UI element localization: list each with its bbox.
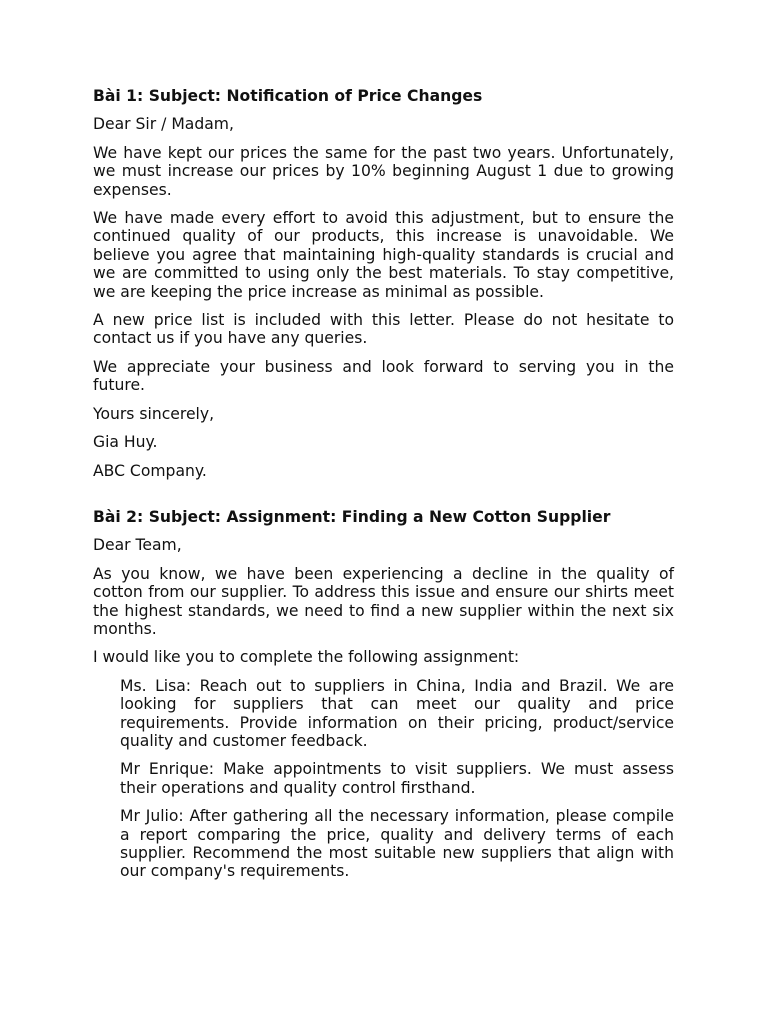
letter1-signature-name: Gia Huy.	[93, 433, 158, 452]
document-page	[93, 87, 674, 891]
letter2-intro: As you know, we have been experiencing a decline in the quality of cotton from our supplier. To address this issue and ensure our shirts meet the highest standards, we need to find a new supplier within the next six months.	[93, 564, 674, 638]
letter1-signature-company: ABC Company.	[93, 461, 207, 480]
letter1-paragraph-2: We have made every effort to avoid this adjustment, but to ensure the continued quality of our products, this increase is unavoidable. We believe you agree that maintaining high-quality standards is crucial and we are committed to using only the best materials. To stay competitive, we are keeping the price increase as minimal as possible.	[93, 209, 674, 301]
letter1-closing: Yours sincerely,	[93, 404, 215, 423]
letter2-task-julio: Mr Julio: After gathering all the necessary information, please compile a report comparing the price, quality and delivery terms of each supplier. Recommend the most suitable new suppliers that align with our company's requirements.	[120, 807, 674, 881]
letter1-paragraph-4: We appreciate your business and look forward to serving you in the future.	[93, 357, 674, 395]
letter1-greeting: Dear Sir / Madam,	[93, 115, 234, 134]
letter1-paragraph-1: We have kept our prices the same for the past two years. Unfortunately, we must increase our prices by 10% beginning August 1 due to growing expenses.	[93, 143, 674, 199]
letter2-task-enrique: Mr Enrique: Make appointments to visit suppliers. We must assess their operations and quality control firsthand.	[120, 760, 674, 797]
letter2-greeting: Dear Team,	[93, 536, 182, 555]
letter2-task-lisa: Ms. Lisa: Reach out to suppliers in China, India and Brazil. We are looking for suppliers that can meet our quality and price requirements. Provide information on their pricing, product/service quality and customer feedback.	[120, 676, 674, 750]
letter2-lead-in: I would like you to complete the following assignment:	[93, 648, 520, 667]
section-spacer	[93, 490, 674, 508]
letter1-heading: Bài 1: Subject: Notification of Price Changes	[93, 87, 483, 105]
letter2-heading: Bài 2: Subject: Assignment: Finding a New Cotton Supplier	[93, 507, 611, 526]
letter1-paragraph-3: A new price list is included with this letter. Please do not hesitate to contact us if you have any queries.	[93, 311, 674, 348]
